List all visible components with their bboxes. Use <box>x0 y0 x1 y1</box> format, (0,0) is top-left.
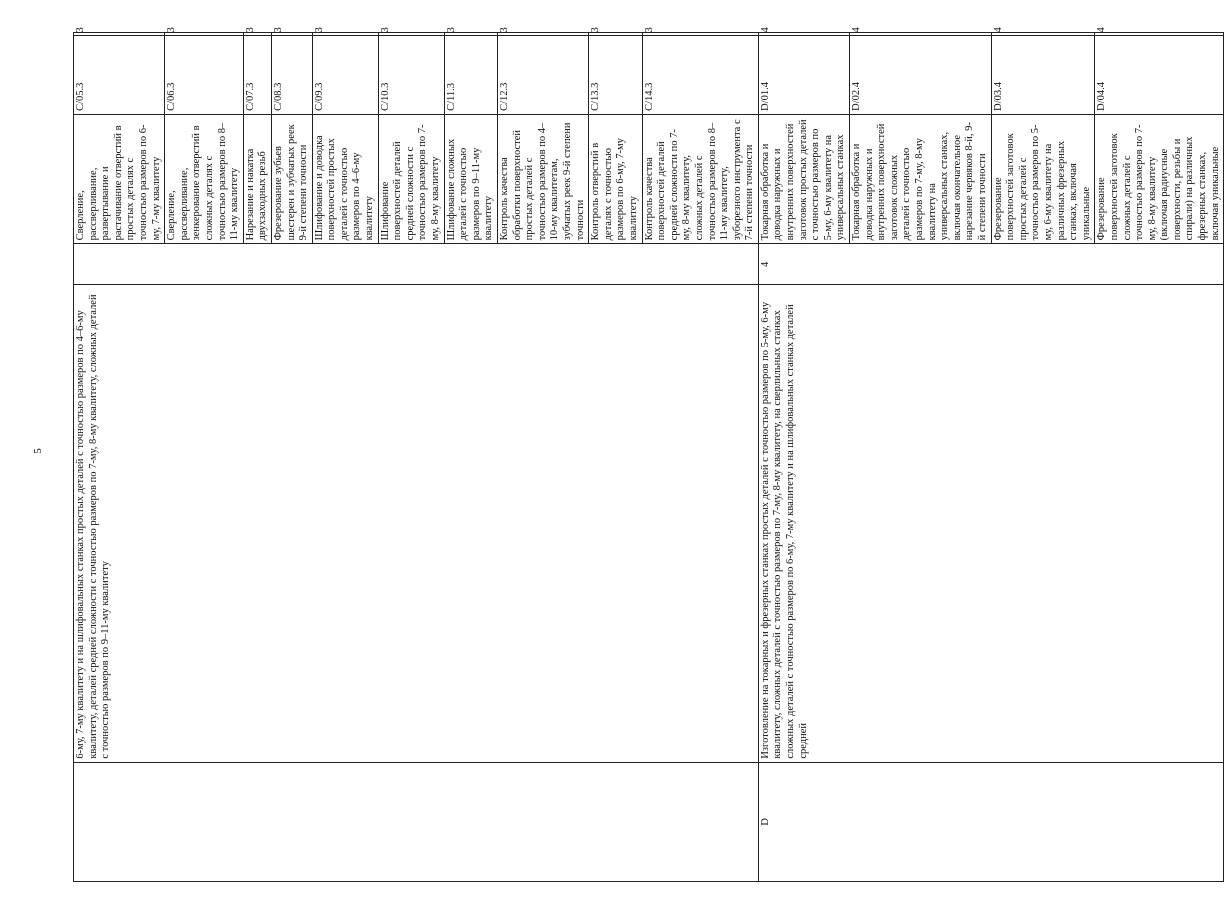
task-cell: Контроль отверстий в деталях с точностью размеров по 6-му, 7-му квалитету <box>589 114 642 244</box>
group-d-level-cell: 4 <box>758 244 1223 285</box>
table-row <box>74 33 165 882</box>
code-cell: D/03.4 <box>991 36 1095 114</box>
code-cell: C/10.3 <box>378 36 444 114</box>
task-cell: Фрезерование поверхностей заготовок сложных деталей с точностью размеров по 7-му, 8-му квалитету (включая радиусные поверхности, резьбы и спирали) на различных фрезерных станках, включая уникальные <box>1095 114 1224 244</box>
task-cell: Фрезерование зубьев шестерен и зубчатых реек 9-й степени точности <box>271 114 312 244</box>
code-cell: C/11.3 <box>444 36 497 114</box>
task-cell: Контроль качества обработки поверхностей простых деталей с точностью размеров по 4–10-му квалитетам, зубчатых реек 9-й степени точности <box>498 114 589 244</box>
table-row <box>758 33 849 882</box>
task-cell: Шлифование сложных деталей с точностью размеров по 9–11-му квалитету <box>444 114 497 244</box>
code-cell: C/14.3 <box>642 36 758 114</box>
group-c-name-cell: 6-му, 7-му квалитету и на шлифовальных станках простых деталей с точностью размеров по 4–6-му квалитету, деталей средней сложности с точностью размеров по 7-му, 8-му квалитету, сложных деталей с точностью размеров по 9–11-му квалитету <box>74 285 759 762</box>
group-letter-cell <box>74 762 759 881</box>
code-cell: C/05.3 <box>74 36 165 114</box>
code-cell: D/01.4 <box>758 36 849 114</box>
level-cell: 3 <box>165 33 244 36</box>
level-cell: 3 <box>642 33 758 36</box>
task-cell: Шлифование и доводка поверхностей простых деталей с точностью размеров по 4–6-му квалитету <box>312 114 378 244</box>
task-cell: Токарная обработка и доводка наружных и внутренних поверхностей заготовок простых деталей с точностью размеров по 5-му, 6-му квалитету на универсальных станках <box>758 114 849 244</box>
level-cell: 4 <box>1095 33 1224 36</box>
group-d-name-cell: Изготовление на токарных и фрезерных станках простых деталей с точностью размеров по 5-му, 6-му квалитету, сложных деталей с точностью размеров по 7-му, 8-му квалитету, на сверлильных станках сложных деталей с точностью размеров по 6-му, 7-му квалитету и на шлифовальных станках деталей средней <box>758 285 1223 762</box>
code-cell: D/04.4 <box>1095 36 1224 114</box>
code-cell: C/12.3 <box>498 36 589 114</box>
level-cell: 3 <box>498 33 589 36</box>
level-cell: 3 <box>312 33 378 36</box>
rotated-page <box>73 27 1221 882</box>
code-cell: C/08.3 <box>271 36 312 114</box>
level-cell: 4 <box>991 33 1095 36</box>
code-cell: C/09.3 <box>312 36 378 114</box>
task-cell: Шлифование поверхностей деталей средней сложности с точностью размеров по 7-му, 8-му квалитету <box>378 114 444 244</box>
code-cell: C/07.3 <box>243 36 271 114</box>
level-cell: 4 <box>758 33 849 36</box>
level-cell: 3 <box>378 33 444 36</box>
level-cell: 3 <box>74 33 165 36</box>
task-cell: Токарная обработка и доводка наружных и внутренних поверхностей заготовок сложных деталей с точностью размеров по 7-му, 8-му квалитету на универсальных станках, включая окончательное нарезание червяков 8-й, 9-й степени точности <box>850 114 992 244</box>
task-cell: Нарезание и накатка двухзаходных резьб <box>243 114 271 244</box>
task-cell: Сверление, рассверливание, зенкерование отверстий в сложных деталях с точностью размеров по 8–11-му квалитету <box>165 114 244 244</box>
code-cell: D/02.4 <box>850 36 992 114</box>
level-cell: 3 <box>444 33 497 36</box>
task-cell: Контроль качества поверхностей деталей средней сложности по 7-му, 8-му квалитету, сложных деталей с точностью размеров по 8–11-му квалитету, зуборезного инструмента с 7-й степени точности <box>642 114 758 244</box>
level-cell: 3 <box>243 33 271 36</box>
group-d-letter-cell: D <box>758 762 1223 881</box>
level-cell: 3 <box>271 33 312 36</box>
functions-table <box>73 27 1224 882</box>
level-cell: 4 <box>850 33 992 36</box>
page-number: 5 <box>32 448 44 454</box>
level-cell: 3 <box>589 33 642 36</box>
task-cell: Сверление, рассверливание, развертывание и растачивание отверстий в простых деталях с точностью размеров по 6-му, 7-му квалитету <box>74 114 165 244</box>
code-cell: C/06.3 <box>165 36 244 114</box>
code-cell: C/13.3 <box>589 36 642 114</box>
group-level-cell <box>74 244 759 285</box>
task-cell: Фрезерование поверхностей заготовок простых деталей с точностью размеров по 5-му, 6-му квалитету на различных фрезерных станках, включая уникальные <box>991 114 1095 244</box>
